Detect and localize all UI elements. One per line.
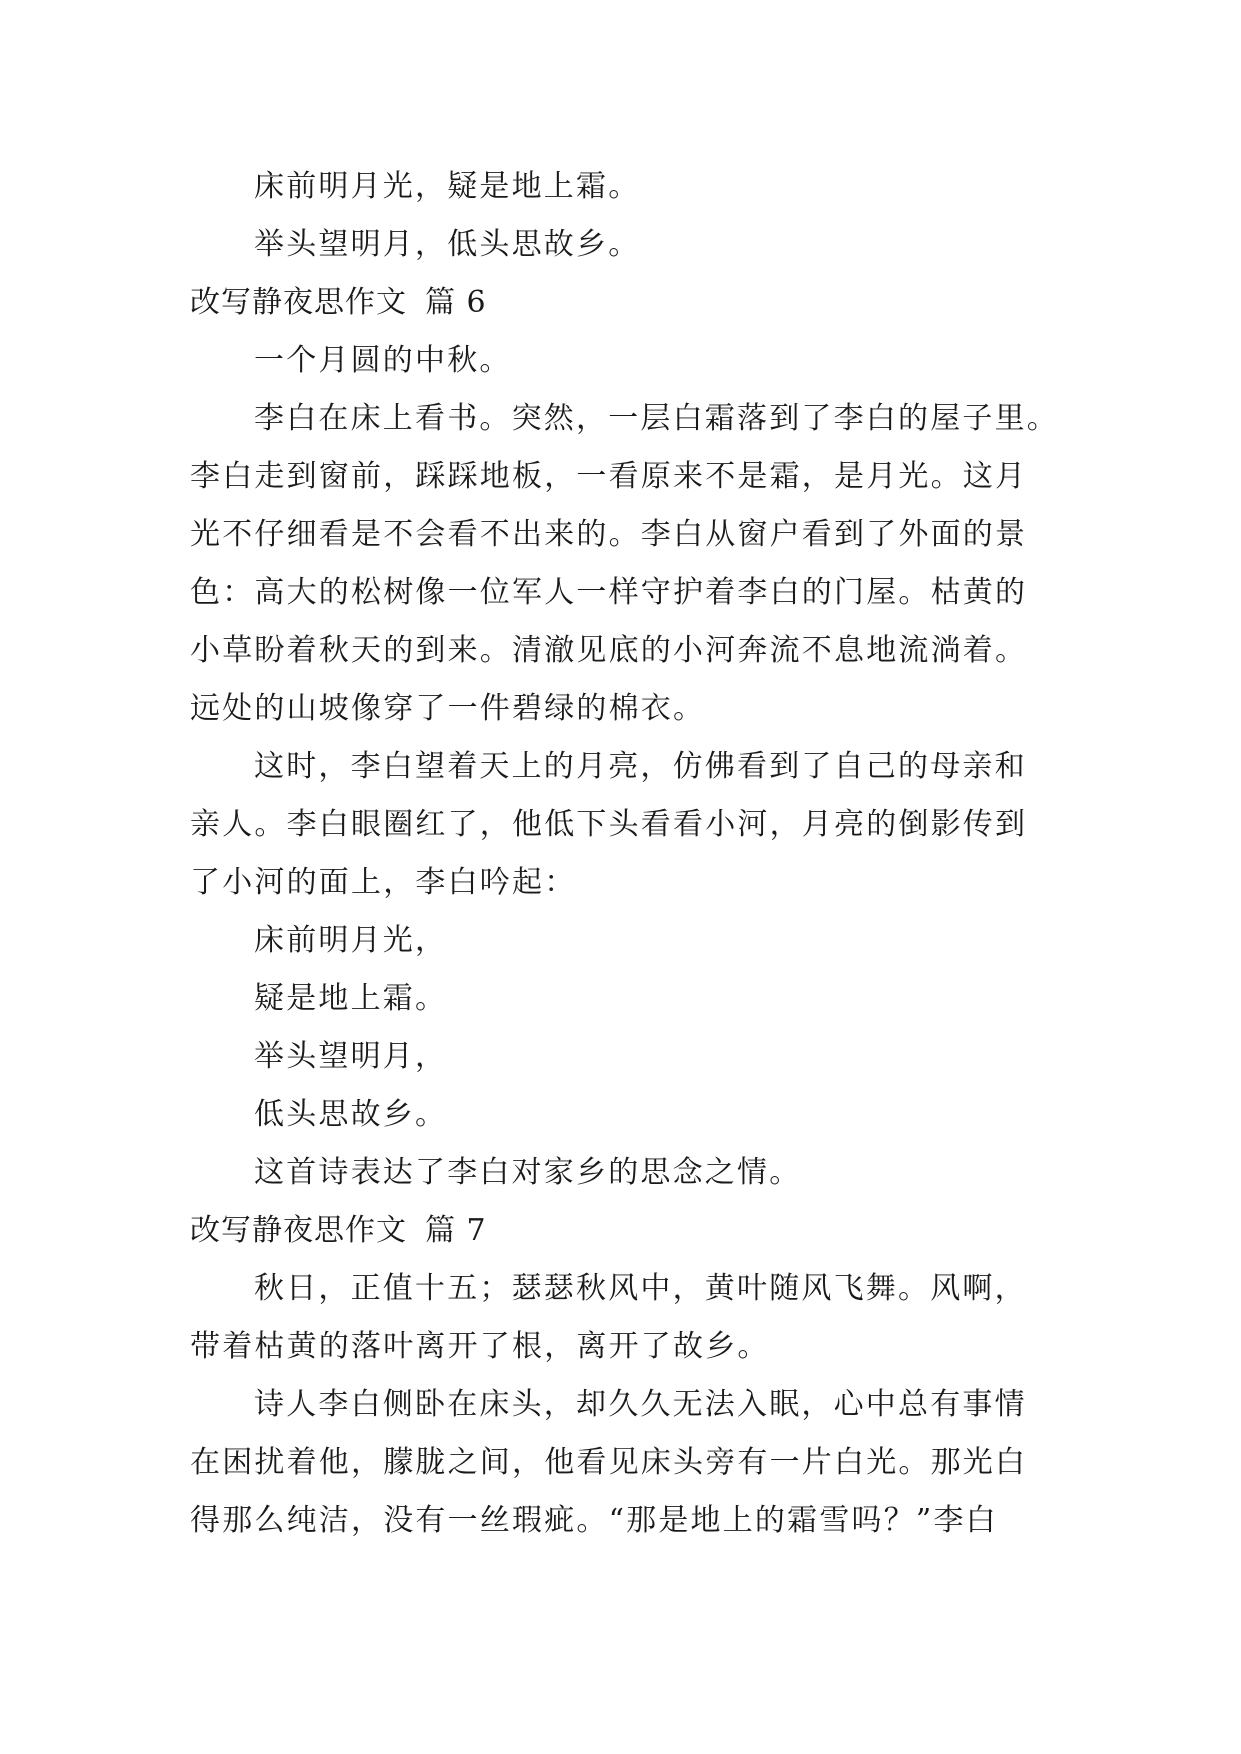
paragraph-first-line: 李白在床上看书。突然，一层白霜落到了李白的屋子里。 xyxy=(254,401,1059,436)
paragraph-line: 远处的山坡像穿了一件碧绿的棉衣。 xyxy=(190,691,706,726)
paragraph-first-line: 举头望明月， xyxy=(254,1039,448,1074)
paragraph-line: 带着枯黄的落叶离开了根，离开了故乡。 xyxy=(190,1329,770,1364)
paragraph-line: 在困扰着他，朦胧之间，他看见床头旁有一片白光。那光白 xyxy=(190,1445,1028,1480)
paragraph-first-line: 这时，李白望着天上的月亮，仿佛看到了自己的母亲和 xyxy=(254,749,1027,784)
paragraph-first-line: 疑是地上霜。 xyxy=(254,981,448,1016)
paragraph-line: 光不仔细看是不会看不出来的。李白从窗户看到了外面的景 xyxy=(190,517,1028,552)
paragraph-first-line: 秋日，正值十五；瑟瑟秋风中，黄叶随风飞舞。风啊， xyxy=(254,1271,1027,1306)
paragraph-line: 了小河的面上，李白吟起： xyxy=(190,865,577,900)
section-heading xyxy=(190,1202,1072,1260)
paragraph-line: 色：高大的松树像一位军人一样守护着李白的门屋。枯黄的 xyxy=(190,575,1028,610)
paragraph-line: 小草盼着秋天的到来。清澈见底的小河奔流不息地流淌着。 xyxy=(190,633,1028,668)
paragraph-line: 亲人。李白眼圈红了，他低下头看看小河，月亮的倒影传到 xyxy=(190,807,1028,842)
paragraph-first-line: 诗人李白侧卧在床头，却久久无法入眠，心中总有事情 xyxy=(254,1387,1027,1422)
section-heading-title: 改写静夜思作文 xyxy=(190,1213,407,1248)
document-body xyxy=(190,158,1072,1550)
paragraph-line: 得那么纯洁，没有一丝瑕疵。“那是地上的霜雪吗？”李白 xyxy=(190,1503,998,1538)
paragraph-first-line: 床前明月光， xyxy=(254,923,448,958)
paragraph-first-line: 一个月圆的中秋。 xyxy=(254,343,512,378)
section-heading-title: 改写静夜思作文 xyxy=(190,285,407,320)
paragraph-first-line: 这首诗表达了李白对家乡的思念之情。 xyxy=(254,1155,802,1190)
section-heading-number: 篇 7 xyxy=(425,1213,487,1248)
paragraph-first-line: 床前明月光，疑是地上霜。 xyxy=(254,169,641,204)
paragraph-first-line: 低头思故乡。 xyxy=(254,1097,448,1132)
paragraph-first-line: 举头望明月，低头思故乡。 xyxy=(254,227,641,262)
section-heading xyxy=(190,274,1072,332)
paragraph-line: 李白走到窗前，踩踩地板，一看原来不是霜，是月光。这月 xyxy=(190,459,1028,494)
section-heading-number: 篇 6 xyxy=(425,285,487,320)
